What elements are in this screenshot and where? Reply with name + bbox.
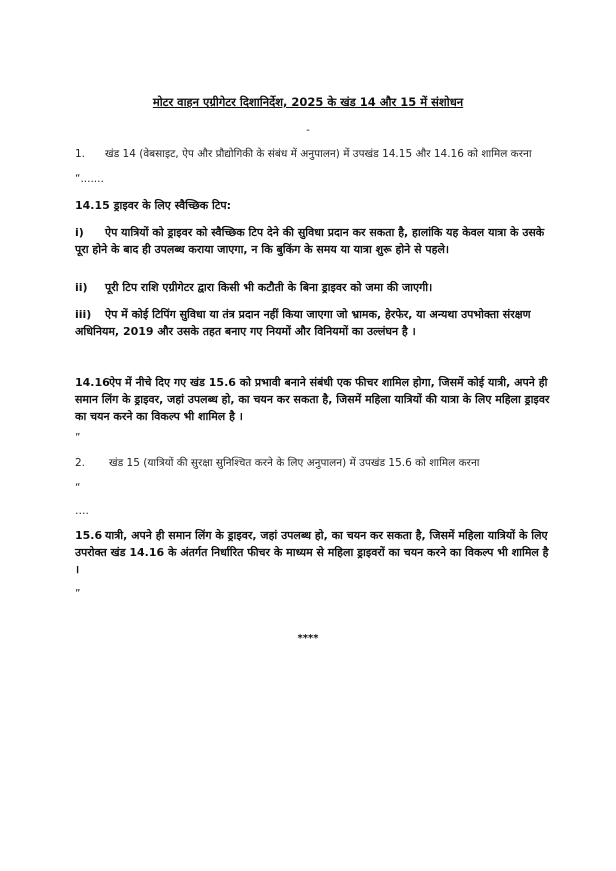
item-2-number: 2.	[75, 457, 86, 469]
sub-item-ii	[75, 279, 550, 296]
item-1-text: खंड 14 (वेबसाइट, ऐप और प्रौद्योगिकी के संबंध में अनुपालन) में उपखंड 14.15 और 14.16 को शामिल करना	[105, 148, 532, 160]
sub-item-i	[75, 224, 550, 258]
open-quote-2: “	[75, 482, 81, 494]
end-stars: ****	[297, 633, 319, 644]
paragraph-15-6-text: यात्री, अपने ही समान लिंग के ड्राइवर, जहां उपलब्ध हो, का चयन कर सकता है, जिसमें महिला यात्रियों के लिए उपरोक्त खंड 14.16 के अंतर्गत निर्धारित फीचर के माध्यम से महिला ड्राइवरों का चयन करने का विकल्प भी शामिल है ।	[75, 529, 549, 576]
sub-item-ii-text: पूरी टिप राशि एग्रीगेटर द्वारा किसी भी कटौती के बिना ड्राइवर को जमा की जाएगी।	[105, 281, 433, 294]
item-2	[75, 455, 545, 472]
heading-14-15: 14.15 ड्राइवर के लिए स्वैच्छिक टिप:	[75, 199, 232, 212]
document-title: मोटर वाहन एग्रीगेटर दिशानिर्देश, 2025 के खंड 14 और 15 में संशोधन	[152, 95, 464, 109]
sub-item-iii-text: ऐप में कोई टिपिंग सुविधा या तंत्र प्रदान नहीं किया जाएगा जो भ्रामक, हेरफेर, या अन्यथा उपभोक्ता संरक्षण अधिनियम, 2019 और उसके तहत बनाए गए नियमों और विनियमों का उल्लंघन है ।	[75, 308, 531, 338]
item-1	[75, 146, 545, 163]
sub-item-i-text: ऐप यात्रियों को ड्राइवर को स्वैच्छिक टिप देने की सुविधा प्रदान कर सकता है, हालांकि यह केवल यात्रा के उसके पूरा होने के बाद ही उपलब्ध कराया जाएगा, न कि बुकिंग के समय या यात्रा शुरू होने से पहले।	[75, 226, 545, 256]
paragraph-15-6	[75, 527, 550, 578]
close-quote-1: ”	[75, 432, 81, 444]
paragraph-14-16	[75, 374, 550, 425]
item-2-text: खंड 15 (यात्रियों की सुरक्षा सुनिश्चित करने के लिए अनुपालन) में उपखंड 15.6 को शामिल करना	[109, 457, 480, 469]
close-quote-2: ”	[75, 588, 81, 600]
ellipsis-2: ….	[75, 505, 89, 517]
title-dash: -	[306, 125, 310, 136]
paragraph-14-16-text: ऐप में नीचे दिए गए खंड 15.6 को प्रभावी बनाने संबंधी एक फीचर शामिल होगा, जिसमें कोई यात्री, अपने ही समान लिंग के ड्राइवर, जहां उपलब्ध हो, का चयन कर सकता है, जिसमें महिला यात्रियों की यात्रा के लिए महिला ड्राइवर का चयन करने का विकल्प भी शामिल है ।	[75, 376, 550, 423]
sub-item-iii-number: iii)	[75, 308, 92, 321]
item-1-number: 1.	[75, 148, 86, 160]
paragraph-15-6-number: 15.6	[75, 529, 103, 542]
sub-item-i-number: i)	[75, 226, 84, 239]
sub-item-ii-number: ii)	[75, 281, 88, 294]
open-quote-1: “.......	[75, 173, 104, 185]
paragraph-14-16-number: 14.16	[75, 376, 110, 389]
sub-item-iii	[75, 306, 550, 340]
